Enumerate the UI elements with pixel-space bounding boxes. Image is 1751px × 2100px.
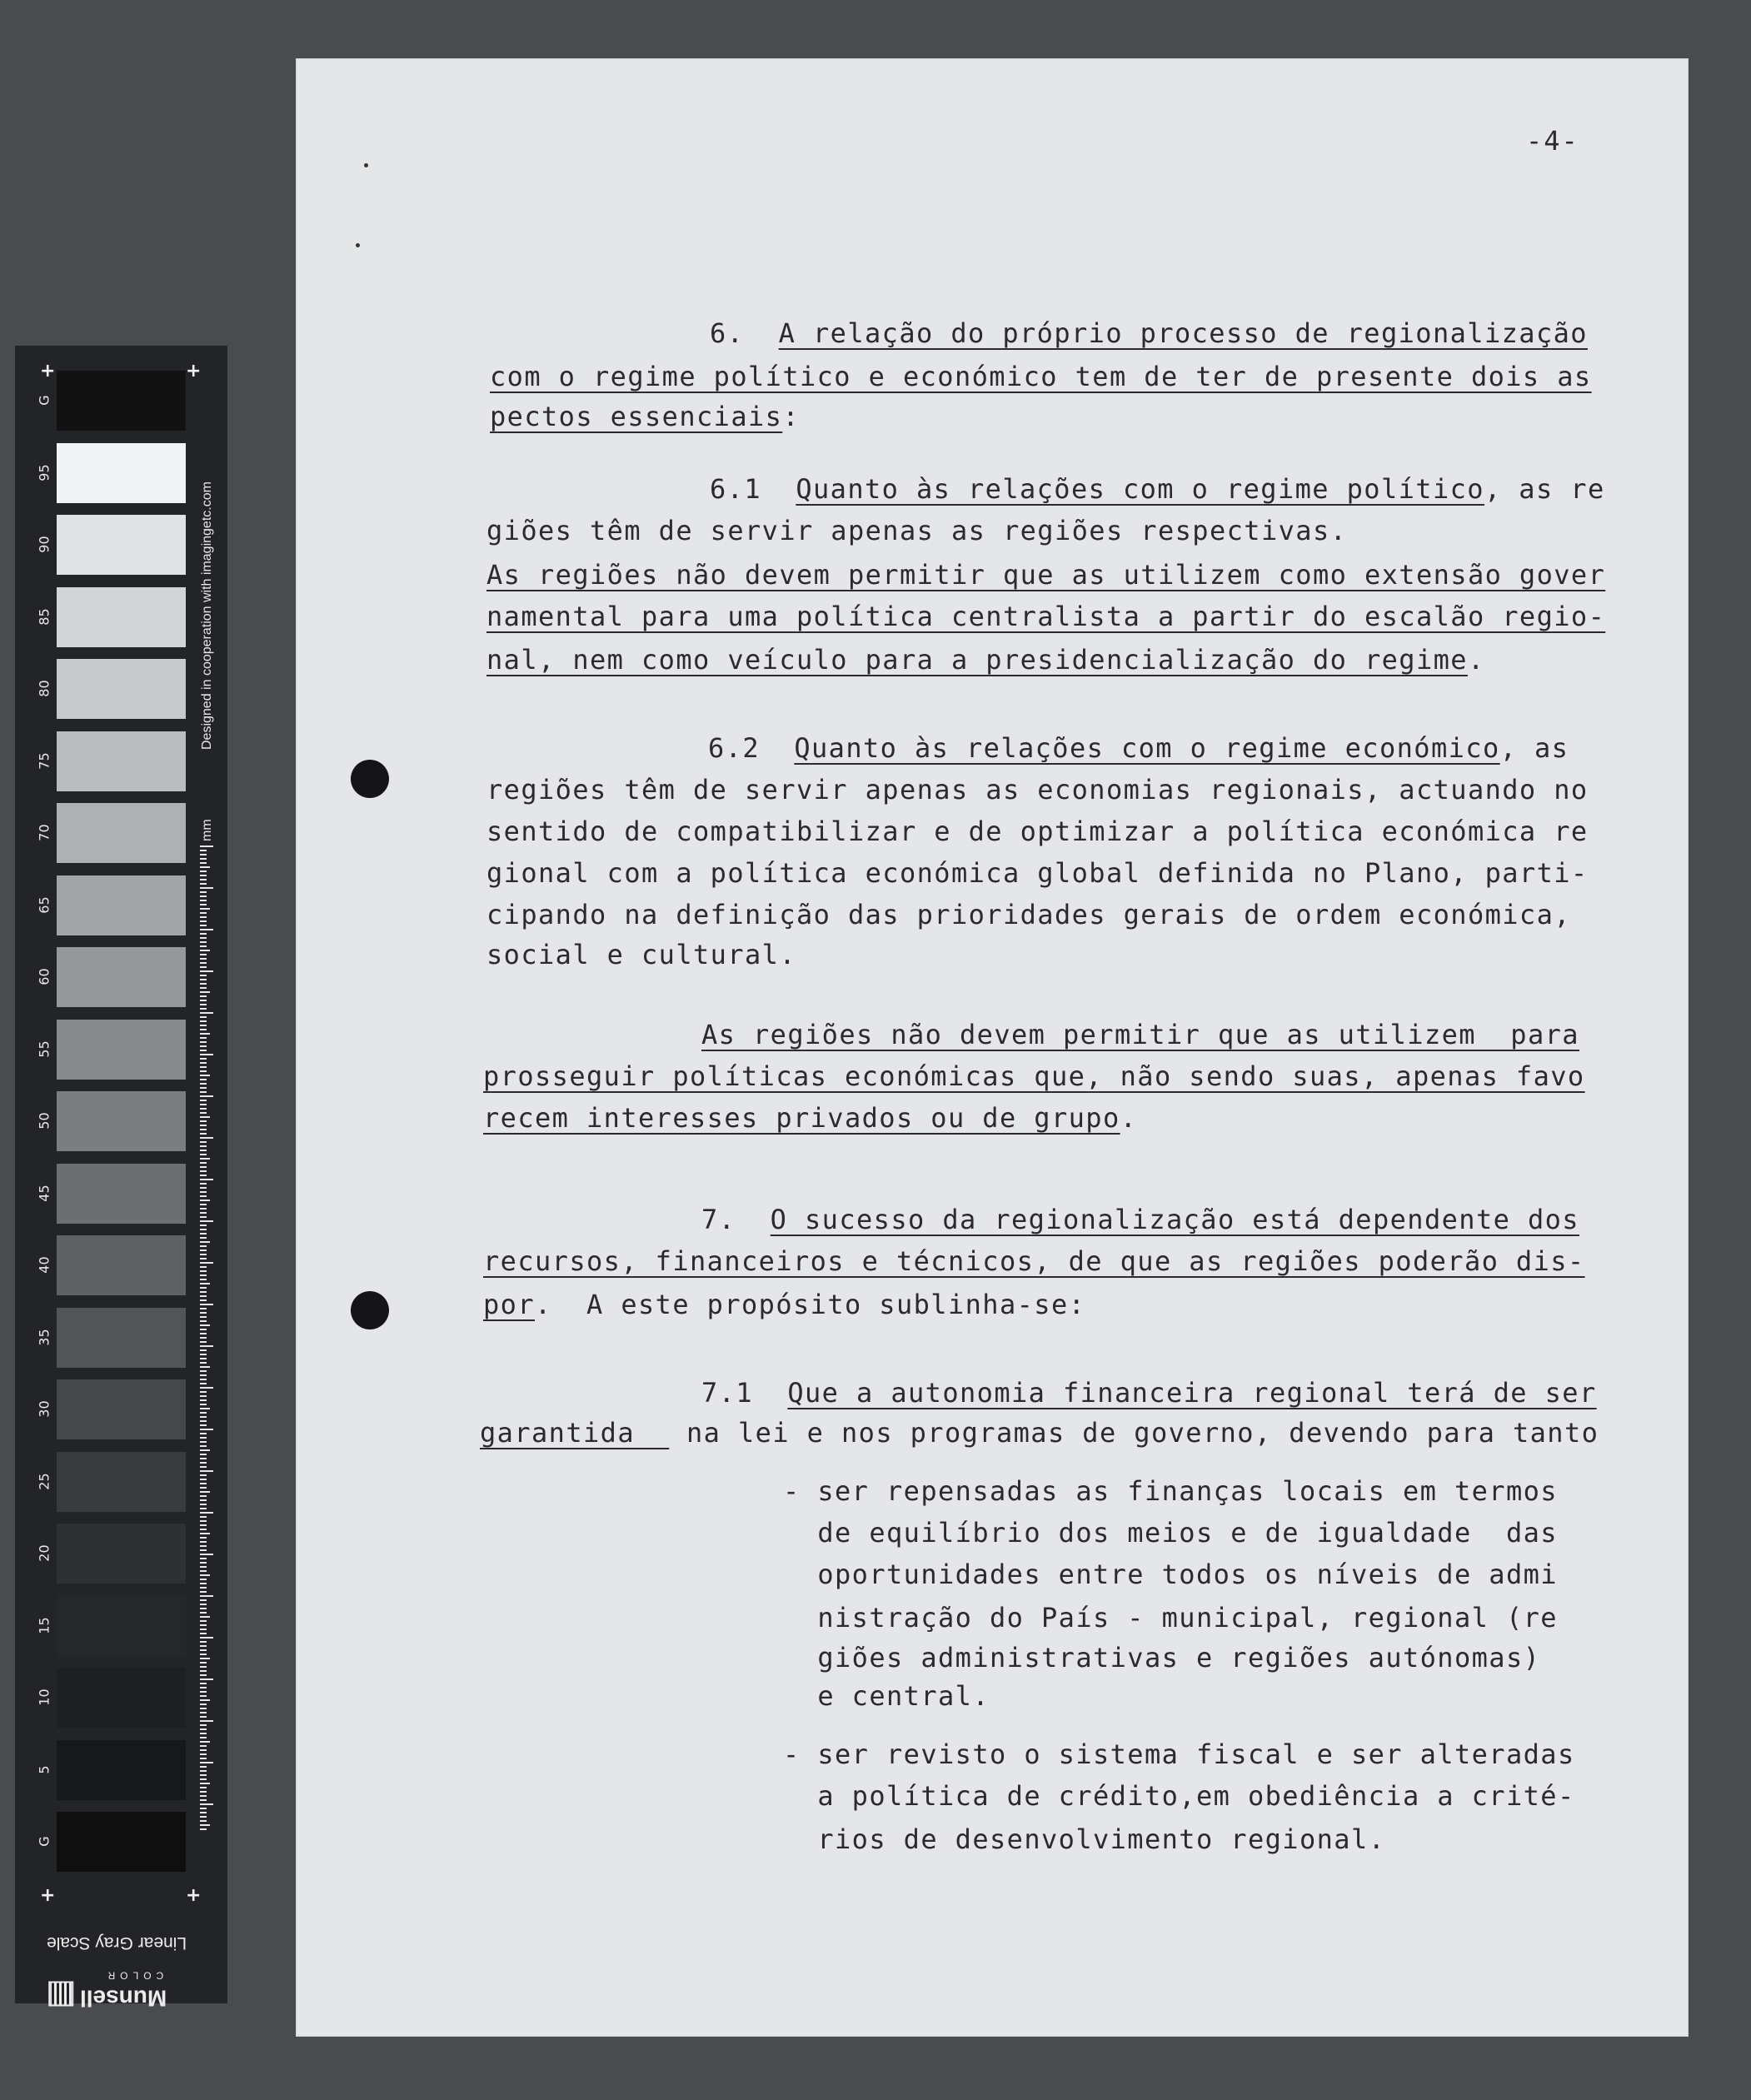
text-line: [486, 643, 1485, 676]
registration-mark: +: [186, 361, 202, 382]
text-run: , as re: [1484, 473, 1605, 505]
text-run: sentido de compatibilizar e de optimizar a política económica re: [486, 816, 1589, 847]
text-line: [490, 360, 1592, 393]
gray-patch: [57, 1452, 186, 1512]
text-run: social e cultural.: [486, 939, 796, 970]
text-run: 6.: [710, 317, 779, 349]
gray-patch: [57, 1091, 186, 1151]
text-line: [490, 400, 800, 433]
text-line: [783, 1474, 1558, 1508]
ruler-unit: mm: [200, 819, 214, 841]
underlined-text: Que a autonomia financeira regional terá de ser: [787, 1377, 1597, 1409]
text-line: [483, 1288, 1085, 1321]
gray-patch: [57, 1164, 186, 1224]
gray-patch: [57, 371, 186, 431]
gray-patch: [57, 1020, 186, 1080]
gray-patch: [57, 731, 186, 791]
text-line: [486, 898, 1571, 931]
gray-patch-label: 75: [36, 751, 52, 770]
text-line: [783, 1516, 1558, 1549]
text-line: [486, 856, 1589, 890]
gray-patch: [57, 1235, 186, 1295]
text-line: [783, 1558, 1558, 1591]
gray-patch-label: 20: [36, 1544, 52, 1562]
text-line: [710, 317, 1588, 350]
text-line: [783, 1823, 1385, 1856]
registration-mark: +: [40, 361, 56, 382]
text-run: nistração do País - municipal, regional (re: [783, 1602, 1558, 1634]
text-run: na lei e nos programas de governo, devendo para tanto: [669, 1417, 1599, 1449]
gray-patch: [57, 803, 186, 863]
gray-patch-label: 80: [36, 680, 52, 697]
underlined-text: com o regime político e económico tem de ter de presente dois as: [490, 361, 1592, 392]
gray-patch-label: 40: [36, 1256, 52, 1274]
text-line: [708, 731, 1569, 765]
text-run: giões administrativas e regiões autónomas): [783, 1642, 1541, 1674]
gray-patch-label: 60: [36, 968, 52, 985]
text-line: [486, 815, 1589, 848]
gray-patch: [57, 443, 186, 503]
text-line: [783, 1779, 1575, 1813]
gray-patch-label: 10: [36, 1688, 52, 1706]
gray-patch: [57, 1379, 186, 1439]
text-run: - ser revisto o sistema fiscal e ser alteradas: [783, 1738, 1575, 1770]
underlined-text: Quanto às relações com o regime económico: [794, 732, 1500, 764]
punch-hole: [351, 1291, 389, 1329]
text-line: [701, 1376, 1597, 1409]
speck: [356, 243, 360, 247]
underlined-text: pectos essenciais: [490, 401, 783, 432]
text-line: [783, 1601, 1558, 1634]
text-line: [486, 514, 1347, 547]
speck: [364, 163, 368, 167]
text-run: :: [782, 401, 800, 432]
text-run: . A este propósito sublinha-se:: [535, 1289, 1086, 1320]
text-run: 7.: [701, 1204, 771, 1235]
text-line: [483, 1245, 1585, 1278]
text-run: .: [1120, 1102, 1138, 1134]
underlined-text: recem interesses privados ou de grupo: [483, 1102, 1120, 1134]
gray-scale-card: [15, 346, 227, 2012]
text-run: cipando na definição das prioridades gerais de ordem económica,: [486, 899, 1571, 930]
text-run: 6.1: [710, 473, 796, 505]
text-run: a política de crédito,em obediência a crité-: [783, 1780, 1575, 1812]
gray-patch-label: 45: [36, 1184, 52, 1202]
gray-patch: [57, 659, 186, 719]
gray-patch: [57, 1596, 186, 1656]
munsell-grid-icon: [48, 1982, 73, 2007]
gray-patch-label: 5: [36, 1764, 52, 1774]
underlined-text: prosseguir políticas económicas que, não sendo suas, apenas favo: [483, 1060, 1585, 1092]
gray-patch-label: 55: [36, 1040, 52, 1058]
text-line: [783, 1738, 1575, 1771]
mm-ruler: [200, 845, 213, 1828]
gray-patch-label: G: [36, 395, 52, 406]
underlined-text: Quanto às relações com o regime político: [796, 473, 1484, 505]
text-run: oportunidades entre todos os níveis de admi: [783, 1559, 1558, 1590]
gray-patch: [57, 1740, 186, 1800]
punch-hole: [351, 760, 389, 798]
munsell-logo: Munsell COLOR: [48, 1970, 167, 2012]
underlined-text: garantida: [480, 1417, 670, 1449]
gray-patch-label: 30: [36, 1400, 52, 1418]
scale-title: Linear Gray Scale: [47, 1933, 187, 1953]
text-run: , as: [1499, 732, 1569, 764]
underlined-text: A relação do próprio processo de regionalização: [778, 317, 1588, 349]
text-line: [710, 472, 1605, 506]
text-line: [486, 600, 1605, 633]
text-line: [783, 1641, 1540, 1674]
text-run: de equilíbrio dos meios e de igualdade das: [783, 1517, 1558, 1549]
gray-patch: [57, 515, 186, 575]
gray-patch: [57, 1308, 186, 1368]
underlined-text: nal, nem como veículo para a presidencialização do regime: [486, 644, 1468, 676]
text-line: [701, 1203, 1579, 1236]
text-line: [483, 1101, 1137, 1135]
gray-patch-label: 15: [36, 1616, 52, 1634]
text-line: [480, 1416, 1599, 1449]
text-run: 6.2: [708, 732, 795, 764]
registration-mark: +: [186, 1885, 202, 1906]
underlined-text: O sucesso da regionalização está dependente dos: [770, 1204, 1579, 1235]
text-run: .: [1467, 644, 1485, 676]
text-run: rios de desenvolvimento regional.: [783, 1823, 1386, 1855]
text-line: [701, 1018, 1579, 1051]
text-line: [486, 558, 1605, 591]
text-run: gional com a política económica global definida no Plano, parti-: [486, 857, 1589, 889]
text-run: - ser repensadas as finanças locais em termos: [783, 1475, 1558, 1507]
gray-patch: [57, 587, 186, 647]
underlined-text: recursos, financeiros e técnicos, de que as regiões poderão dis-: [483, 1245, 1585, 1277]
text-line: [483, 1060, 1585, 1093]
gray-patch-label: 85: [36, 607, 52, 626]
registration-mark: +: [40, 1885, 56, 1906]
gray-patch-label: 70: [36, 824, 52, 841]
underlined-text: As regiões não devem permitir que as utilizem como extensão gover: [486, 559, 1606, 591]
card-credit: Designed in cooperation with imagingetc.com: [200, 481, 214, 750]
page-number: -4-: [1526, 125, 1579, 157]
text-run: giões têm de servir apenas as regiões respectivas.: [486, 515, 1348, 546]
gray-patch-label: 35: [36, 1328, 52, 1346]
gray-patch: [57, 1812, 186, 1872]
gray-patch-label: G: [36, 1836, 52, 1847]
gray-patch: [57, 1524, 186, 1584]
gray-patch: [57, 1668, 186, 1728]
underlined-text: As regiões não devem permitir que as utilizem para: [701, 1019, 1579, 1050]
gray-patch: [57, 947, 186, 1007]
text-run: 7.1: [701, 1377, 788, 1409]
text-line: [783, 1679, 990, 1713]
gray-patch-label: 65: [36, 895, 52, 914]
gray-patch-label: 25: [36, 1472, 52, 1490]
text-run: e central.: [783, 1680, 990, 1712]
underlined-text: por: [483, 1289, 535, 1320]
text-line: [486, 773, 1589, 806]
gray-patch-label: 90: [36, 536, 52, 553]
underlined-text: namental para uma política centralista a partir do escalão regio-: [486, 601, 1606, 632]
gray-patch-label: 95: [36, 463, 52, 481]
gray-patch: [57, 875, 186, 935]
text-run: regiões têm de servir apenas as economias regionais, actuando no: [486, 774, 1589, 806]
text-line: [486, 938, 796, 971]
gray-patch-label: 50: [36, 1112, 52, 1130]
